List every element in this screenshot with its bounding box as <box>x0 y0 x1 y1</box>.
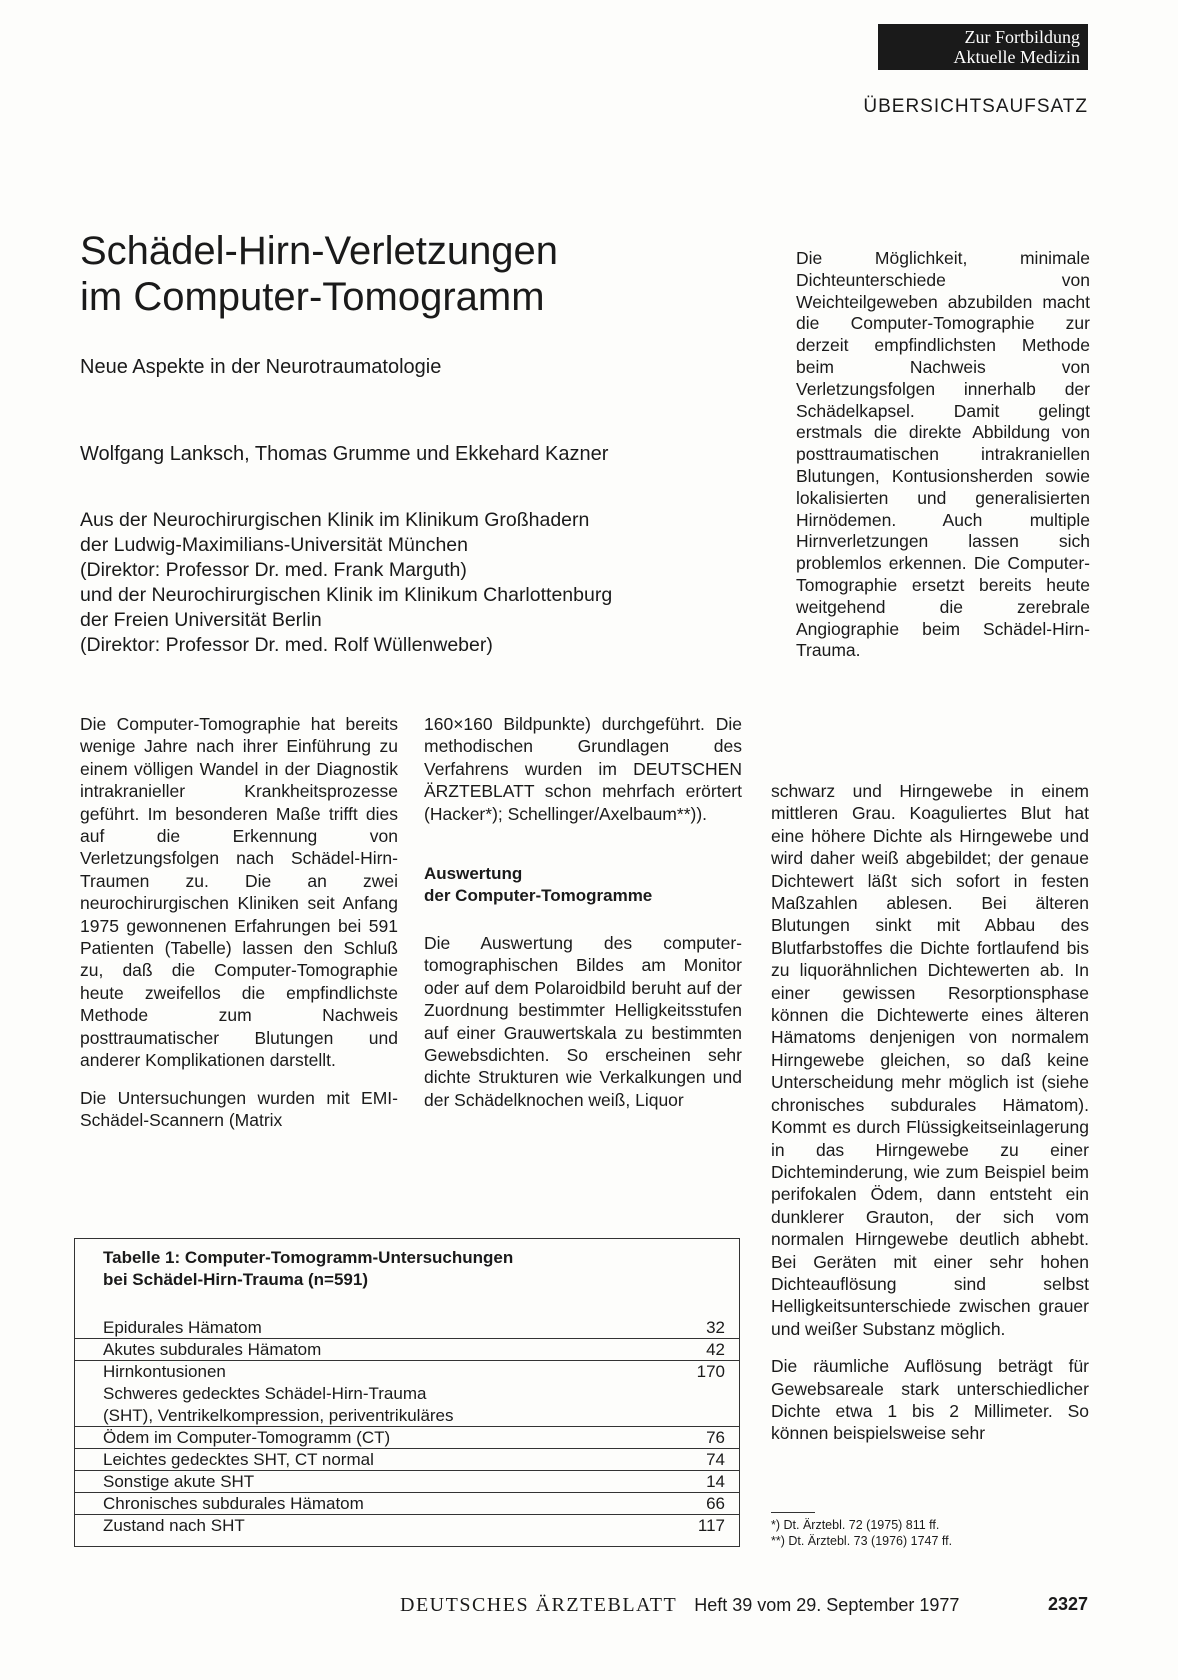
affiliation-line: (Direktor: Professor Dr. med. Rolf Wüllenweber) <box>80 634 493 656</box>
data-table <box>74 1238 740 1547</box>
body-column-1 <box>80 713 398 1146</box>
paragraph: schwarz und Hirngewebe in einem mittleren Grau. Koaguliertes Blut hat eine höhere Dichte als Hirngewebe und wird daher weiß abgebildet; der genaue Dichtewert läßt sich sofort in festen Maßzahlen ablesen. Bei älteren Blutungen sinkt mit Abbau des Blutfarbstoffes die Dichte fortlaufend bis zu liquorähnlichen Dichtewerten ab. In einer gewissen Resorptionsphase können die Dichtewerte eines älteren Hämatoms denjenigen von normalem Hirngewebe gleichen, so daß keine Unterscheidung mehr möglich ist (siehe chronisches subdurales Hämatom). Kommt es durch Flüssigkeitseinlagerung in das Hirngewebe zu einer Dichteminderung, wie zum Beispiel beim perifokalen Ödem, dann entsteht ein dunklerer Grauton, der sich vom normalen Hirngewebe deutlich abhebt. Bei Geräten mit einer sehr hohen Dichteauflösung sind selbst Helligkeitsunterschiede zwischen grauer und weißer Substanz möglich. <box>771 781 1089 1339</box>
table-cell-label: Zustand nach SHT <box>103 1516 245 1535</box>
table-caption-line2: bei Schädel-Hirn-Trauma (n=591) <box>103 1270 368 1289</box>
affiliation-line: und der Neurochirurgischen Klinik im Klinikum Charlottenburg <box>80 584 613 606</box>
table-cell-label: Sonstige akute SHT <box>103 1472 255 1491</box>
table-cell-label: Akutes subdurales Hämatom <box>103 1340 322 1359</box>
table-caption-line1: Tabelle 1: Computer-Tomogramm-Untersuchungen <box>103 1248 514 1267</box>
paragraph: Die Auswertung des computer-tomographischen Bildes am Monitor oder auf dem Polaroidbild beruht auf der Zuordnung bestimmter Helligkeitsstufen auf einer Grauwertskala zu bestimmten Gewebsdichten. So erscheinen sehr dichte Strukturen wie Verkalkungen und der Schädelknochen weiß, Liquor <box>424 933 742 1110</box>
section-heading-line1: Auswertung <box>424 864 523 884</box>
page-footer <box>400 1594 1088 1617</box>
table-cell-label: (SHT), Ventrikelkompression, periventrikuläres <box>103 1406 454 1425</box>
table-cell-value: 66 <box>706 1494 725 1513</box>
article-authors: Wolfgang Lanksch, Thomas Grumme und Ekkehard Kazner <box>80 443 609 465</box>
table-cell-label: Schweres gedecktes Schädel-Hirn-Trauma <box>103 1384 427 1403</box>
section-heading-line2: der Computer-Tomogramme <box>424 886 653 906</box>
article-kicker: ÜBERSICHTSAUFSATZ <box>863 96 1088 117</box>
affiliation-line: der Freien Universität Berlin <box>80 609 322 631</box>
affiliation-line: Aus der Neurochirurgischen Klinik im Klinikum Großhadern <box>80 509 590 531</box>
section-heading <box>424 863 742 907</box>
title-line1: Schädel-Hirn-Verletzungen <box>80 229 559 273</box>
table-cell-value: 74 <box>706 1450 725 1469</box>
abstract-text: Die Möglichkeit, minimale Dichteunterschiede von Weichteilgeweben abzubilden macht die Computer-Tomographie zur derzeit empfindlichsten Methode beim Nachweis von Verletzungsfolgen innerhalb der Schädelkapsel. Damit gelingt erstmals die direkte Abbildung von posttraumatischen intrakraniellen Blutungen, Kontusionsherden sowie lokalisierten und generalisierten Hirnödemen. Auch multiple Hirnverletzungen lassen sich problemlos erkennen. Die Computer-Tomographie ersetzt bereits heute weitgehend die zerebrale Angiographie beim Schädel-Hirn-Trauma. <box>796 248 1090 661</box>
paragraph: Die räumliche Auflösung beträgt für Gewebsareale stark unterschiedlicher Dichte etwa 1 bis 2 Millimeter. So können beispielsweise sehr <box>771 1356 1089 1444</box>
paragraph: Die Computer-Tomographie hat bereits wenige Jahre nach ihrer Einführung zu einem völligen Wandel in der Diagnostik intrakranieller Krankheitsprozesse geführt. Im besonderen Maße trifft dies auf die Erkennung von Verletzungsfolgen nach Schädel-Hirn-Traumen zu. Die an zwei neurochirurgischen Kliniken seit Anfang 1975 gewonnenen Erfahrungen bei 591 Patienten (Tabelle) lassen den Schluß zu, daß die Computer-Tomographie heute zweifellos die empfindlichste Methode zum Nachweis posttraumatischer Blutungen und anderer Komplikationen darstellt. <box>80 714 398 1071</box>
section-badge-line2: Aktuelle Medizin <box>953 47 1080 67</box>
footnote-rule <box>771 1512 815 1513</box>
issue-info: Heft 39 vom 29. September 1977 <box>694 1595 960 1615</box>
table-cell-label: Chronisches subdurales Hämatom <box>103 1494 364 1513</box>
table-cell-label: Ödem im Computer-Tomogramm (CT) <box>103 1428 391 1447</box>
table-caption <box>103 1247 513 1291</box>
page-number: 2327 <box>1047 1594 1088 1614</box>
affiliation <box>80 508 720 658</box>
article-subtitle: Neue Aspekte in der Neurotraumatologie <box>80 356 442 378</box>
article-title <box>80 228 700 320</box>
table-cell-value: 32 <box>706 1318 725 1337</box>
table-cell-label: Epidurales Hämatom <box>103 1318 262 1337</box>
table-cell-value: 14 <box>706 1472 725 1491</box>
footnote: *) Dt. Ärztebl. 72 (1975) 811 ff. <box>771 1518 940 1532</box>
table-cell-value: 117 <box>697 1516 725 1535</box>
section-badge-line1: Zur Fortbildung <box>964 27 1080 47</box>
title-line2: im Computer-Tomogramm <box>80 275 545 319</box>
affiliation-line: der Ludwig-Maximilians-Universität München <box>80 534 468 556</box>
table-cell-value: 170 <box>696 1362 725 1381</box>
table-cell-value: 76 <box>706 1428 725 1447</box>
journal-name: DEUTSCHES ÄRZTEBLATT <box>400 1594 678 1616</box>
table-cell-label: Leichtes gedecktes SHT, CT normal <box>103 1450 374 1469</box>
body-column-2 <box>424 713 742 1126</box>
paragraph: 160×160 Bildpunkte) durchgeführt. Die methodischen Grundlagen des Verfahrens wurden im DEUTSCHEN ÄRZTEBLATT schon mehrfach erörtert (Hacker*); Schellinger/Axelbaum**)). <box>424 714 742 824</box>
paragraph: Die Untersuchungen wurden mit EMI-Schädel-Scannern (Matrix <box>80 1087 398 1130</box>
table-cell-value: 42 <box>706 1340 725 1359</box>
footnotes <box>771 1517 952 1549</box>
affiliation-line: (Direktor: Professor Dr. med. Frank Marguth) <box>80 559 467 581</box>
body-column-3 <box>771 780 1089 1460</box>
table-cell-label: Hirnkontusionen <box>103 1362 226 1381</box>
section-badge <box>878 24 1088 70</box>
footnote: **) Dt. Ärztebl. 73 (1976) 1747 ff. <box>771 1534 953 1548</box>
abstract <box>796 248 1090 677</box>
